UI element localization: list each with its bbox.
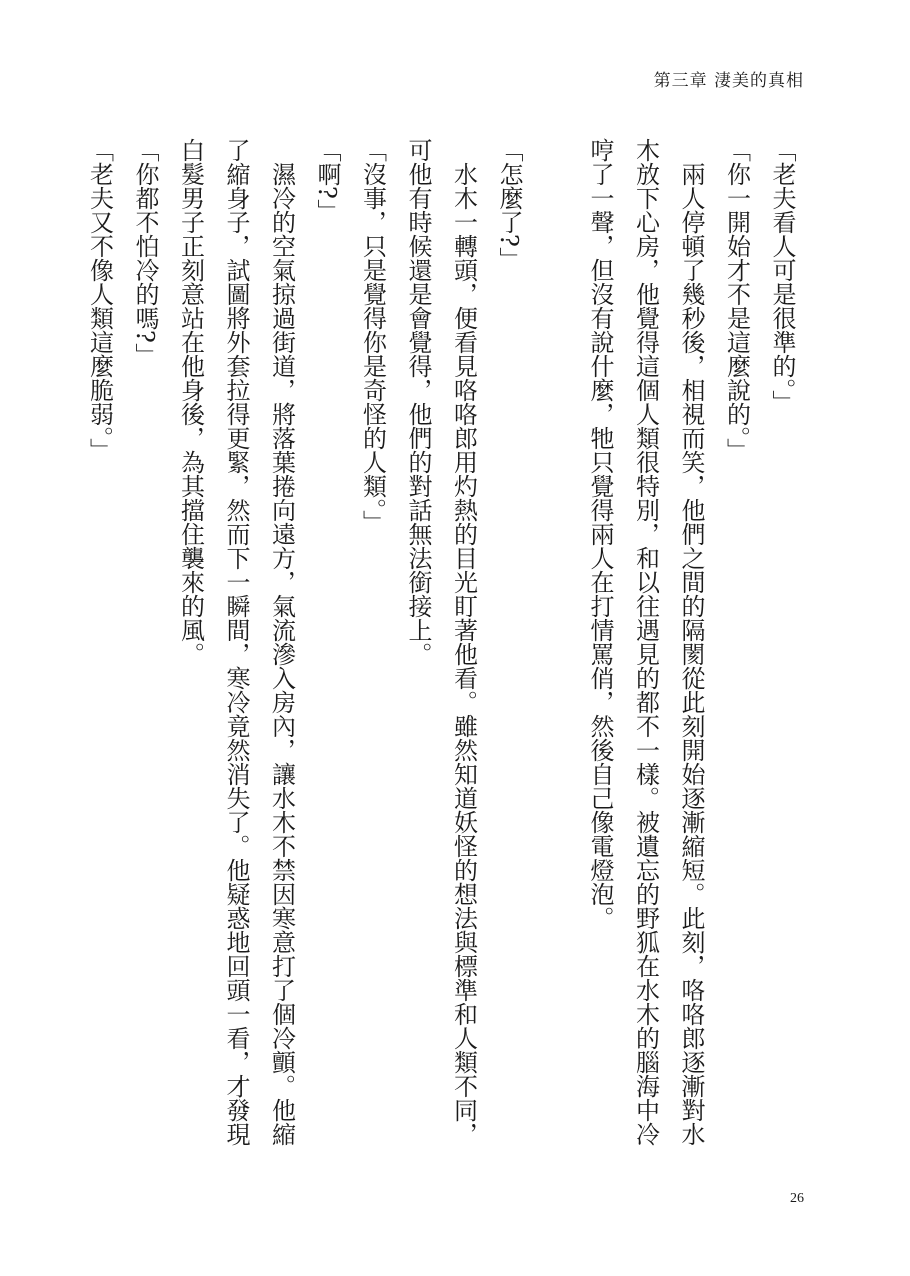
paragraph-2: 「你一開始才不是這麼說的。」 (722, 138, 751, 462)
paragraph-7: 「啊?」 (313, 138, 341, 223)
paragraph-8: 濕冷的空氣掠過街道，將落葉捲向遠方，氣流滲入房內，讓水木不禁因寒意打了個冷顫。他縮了縮身子，試圖將外套拉得更緊，然而下一瞬間，寒冷竟然消失了。他疑惑地回頭一看，才發現白髮男子正刻意站在他身後，為其擋住襲來的風。 (176, 138, 296, 1146)
paragraph-1: 「老夫看人可是很準的。」 (768, 138, 796, 414)
paragraph-6: 「沒事，只是覺得你是奇怪的人類。」 (358, 138, 387, 534)
paragraph-9: 「你都不怕冷的嗎?」 (131, 138, 159, 367)
paragraph-4: 「怎麼了?」 (495, 138, 523, 271)
page-number: 26 (790, 1191, 804, 1206)
vertical-text-body (85, 138, 804, 1158)
running-head-chapter-title: 第三章 淒美的真相 (653, 71, 804, 91)
paragraph-10: 「老夫又不像人類這麼脆弱。」 (85, 138, 114, 462)
paragraph-5: 水木一轉頭，便看見咯咯郎用灼熱的目光盯著他看。雖然知道妖怪的想法與標準和人類不同，可他有時候還是會覺得，他們的對話無法銜接上。 (404, 138, 478, 1146)
paragraph-3: 兩人停頓了幾秒後，相視而笑，他們之間的隔閡從此刻開始逐漸縮短。此刻，咯咯郎逐漸對水木放下心房，他覺得這個人類很特別，和以往遇見的都不一樣。被遺忘的野狐在水木的腦海中冷哼了一聲，但沒有說什麼，牠只覺得兩人在打情罵俏，然後自己像電燈泡。 (586, 138, 705, 1146)
blank-line (531, 138, 577, 1158)
